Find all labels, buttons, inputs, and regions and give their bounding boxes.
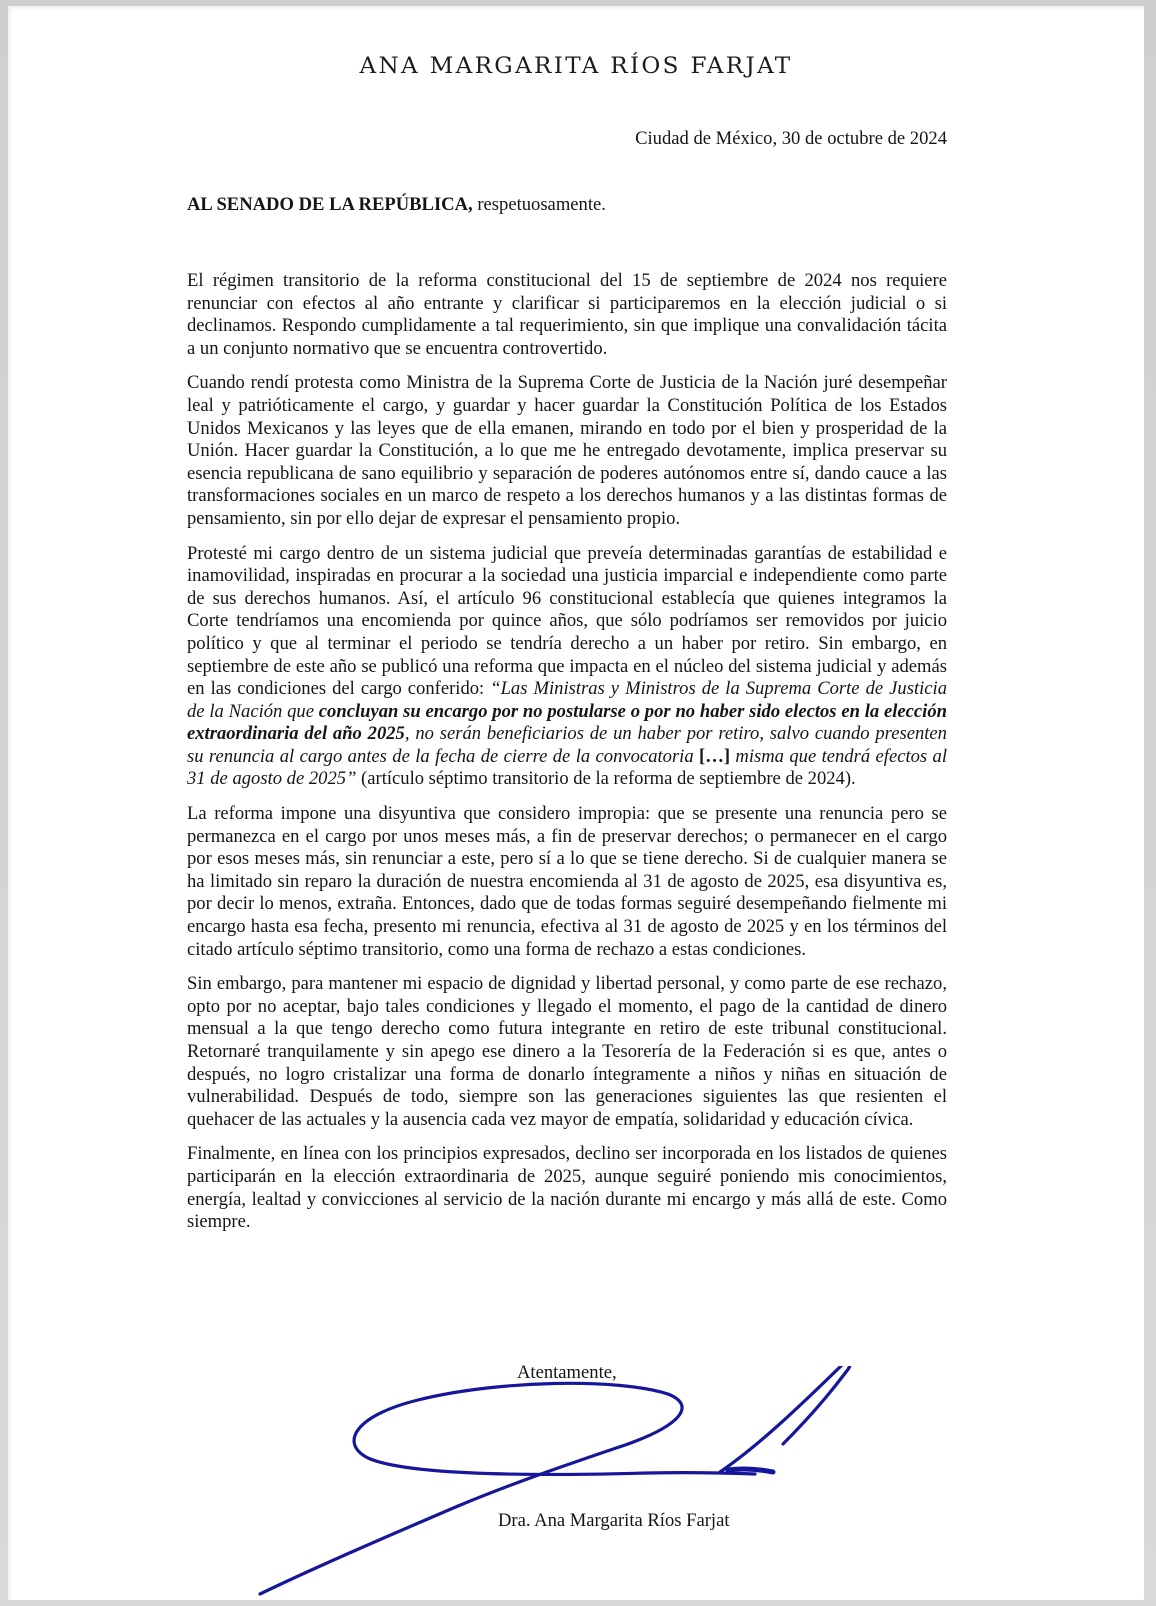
addressee-recipient: AL SENADO DE LA REPÚBLICA, xyxy=(187,194,473,215)
signer-name: Dra. Ana Margarita Ríos Farjat xyxy=(498,1510,730,1531)
letter-body xyxy=(187,270,947,1246)
paragraph-reform-quote xyxy=(187,543,947,792)
quote-ellipsis: […] xyxy=(699,745,731,767)
quote-italic-part-3: misma que tendrá efectos al 31 de agosto de 2025” xyxy=(187,745,948,790)
quote-bold-italic-part: concluyan su encargo por no postularse o por no haber sido electos en la elección extraordinaria del año 2025 xyxy=(187,700,947,745)
paragraph-resignation: La reforma impone una disyuntiva que considero impropia: que se presente una renuncia pero se permanezca en el cargo por unos meses más, a fin de preservar derechos; o permanecer en el cargo por esos meses más, sin renunciar a este, pero sí a lo que se tiene derecho. Si de cualquier manera se ha limitado sin reparo la duración de nuestra encomienda al 31 de agosto de 2025, esa disyuntiva es, por decir lo menos, extraña. Entonces, dado que de todas formas seguiré desempeñando fielmente mi encargo hasta esa fecha, presento mi renuncia, efectiva al 31 de agosto de 2025 y en los términos del citado artículo séptimo transitorio, como una forma de rechazo a estas condiciones. xyxy=(187,803,947,960)
handwritten-signature-icon xyxy=(258,1366,878,1606)
closing: Atentamente, xyxy=(517,1362,617,1383)
quote-citation: (artículo séptimo transitorio de la reforma de septiembre de 2024). xyxy=(356,768,856,790)
reform-intro-text: Protesté mi cargo dentro de un sistema judicial que preveía determinadas garantías de estabilidad e inamovilidad, inspiradas en procurar a la sociedad una justicia imparcial e independiente como parte de sus derechos humanos. Así, el artículo 96 constitucional establecía que quienes integramos la Corte tendríamos una encomienda por quince años, que sólo podríamos ser removidos por juicio político y que al terminar el periodo se tendría derecho a un haber por retiro. Sin embargo, en septiembre de este año se publicó una reforma que impacta en el núcleo del sistema judicial y además en las condiciones del cargo conferido: xyxy=(187,542,947,700)
paragraph-requirement: El régimen transitorio de la reforma constitucional del 15 de septiembre de 2024 nos requiere renunciar con efectos al año entrante y clarificar si participaremos en la elección judicial o si declinamos. Respondo cumplidamente a tal requerimiento, sin que implique una convalidación tácita a un conjunto normativo que se encuentra controvertido. xyxy=(187,270,947,359)
dateline: Ciudad de México, 30 de octubre de 2024 xyxy=(635,128,947,149)
paragraph-decline-election: Finalmente, en línea con los principios expresados, declino ser incorporada en los listados de quienes participarán en la elección extraordinaria de 2025, aunque seguiré poniendo mis conocimientos, energía, lealtad y convicciones al servicio de la nación durante mi encargo y más allá de este. Como siempre. xyxy=(187,1143,947,1233)
letterhead-name: ANA MARGARITA RÍOS FARJAT xyxy=(359,54,793,79)
quote-italic-part-1: “Las Ministras y Ministros de la Suprema Corte de Justicia de la Nación que xyxy=(187,678,947,722)
addressee xyxy=(187,194,606,217)
quote-italic-part-2: , no serán beneficiarios de un haber por retiro, salvo cuando presenten su renuncia al cargo antes de la fecha de cierre de la convocatoria xyxy=(187,723,947,767)
addressee-salutation: respetuosamente. xyxy=(472,194,606,215)
paragraph-oath: Cuando rendí protesta como Ministra de la Suprema Corte de Justicia de la Nación juré desempeñar leal y patrióticamente el cargo, y guardar y hacer guardar la Constitución Política de los Estados Unidos Mexicanos y las leyes que de ella emanen, mirando en todo por el bien y prosperidad de la Unión. Hacer guardar la Constitución, a lo que me he entregado devotamente, implica preservar su esencia republicana de sano equilibrio y separación de poderes autónomos entre sí, dando cauce a las transformaciones sociales en un marco de respeto a los derechos humanos y a las distintas formas de pensamiento, sin por ello dejar de expresar el pensamiento propio. xyxy=(187,372,947,529)
paragraph-pension-refusal: Sin embargo, para mantener mi espacio de dignidad y libertad personal, y como parte de ese rechazo, opto por no aceptar, bajo tales condiciones y llegado el momento, el pago de la cantidad de dinero mensual a la que tengo derecho como futura integrante en retiro de este tribunal constitucional. Retornaré tranquilamente y sin apego ese dinero a la Tesorería de la Federación si es que, antes o después, no logro cristalizar una forma de donarlo íntegramente a niños y niñas en situación de vulnerabilidad. Después de todo, siempre son las generaciones siguientes las que resienten el quehacer de las actuales y la ausencia cada vez mayor de empatía, solidaridad y educación cívica. xyxy=(187,973,947,1130)
letter-page xyxy=(8,6,1144,1600)
